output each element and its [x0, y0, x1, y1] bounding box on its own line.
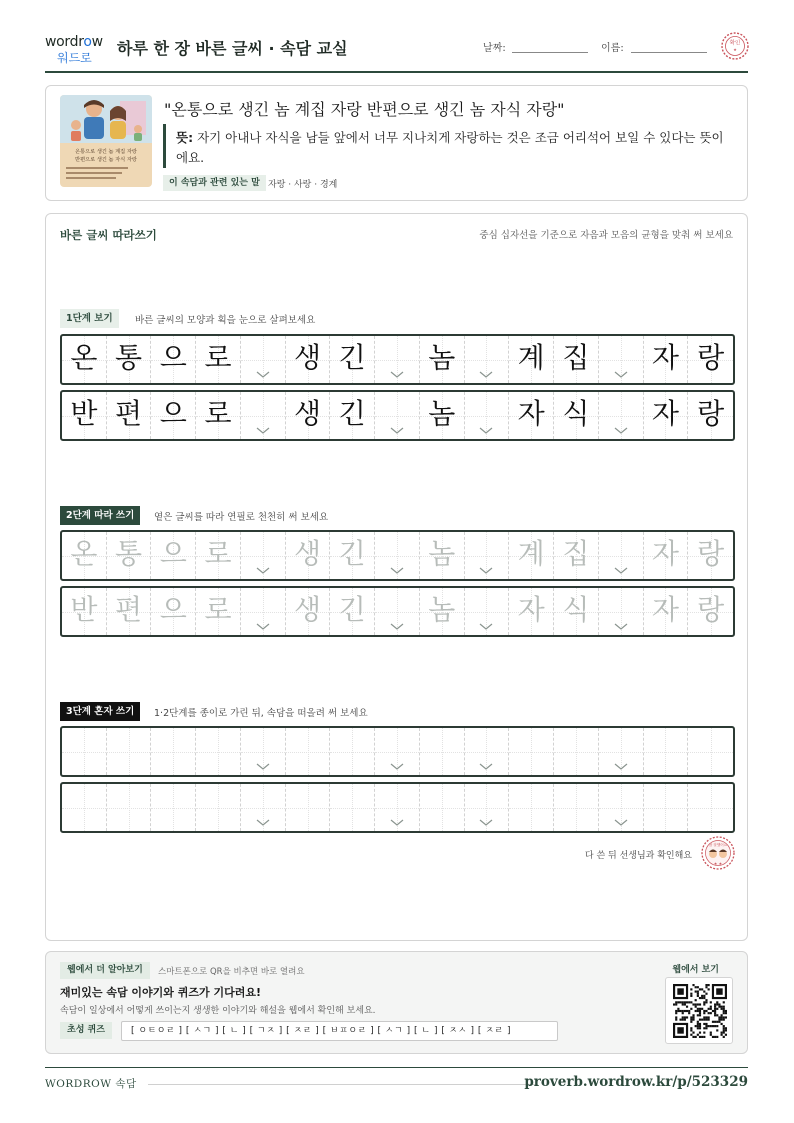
- grid-character: 식: [562, 593, 590, 626]
- qr-code-icon[interactable]: [673, 984, 727, 1038]
- good-job-stamp-icon: [701, 836, 735, 870]
- grid-character: 놈: [428, 397, 456, 430]
- grid-cell[interactable]: [509, 532, 554, 579]
- grid-cell: [375, 336, 420, 383]
- grid-cell[interactable]: [509, 728, 554, 775]
- grid-cell[interactable]: [644, 728, 689, 775]
- grid-character: 생: [293, 593, 322, 626]
- grid-cell: [151, 336, 196, 383]
- grid-character: 랑: [697, 397, 725, 430]
- grid-character: 놈: [428, 593, 456, 626]
- grid-character: 긴: [338, 593, 366, 626]
- step3-row-1[interactable]: [60, 726, 735, 777]
- grid-character: 으: [159, 537, 187, 570]
- step2-row-2[interactable]: [60, 586, 735, 637]
- step2-badge: 2단계 따라 쓰기: [60, 506, 140, 525]
- wordrow-logo[interactable]: [45, 34, 109, 64]
- svg-text:★: ★: [733, 47, 737, 52]
- grid-cell[interactable]: [196, 728, 241, 775]
- footer-divider: [45, 1067, 748, 1068]
- check-stamp-icon: [721, 32, 749, 60]
- grid-cell: [599, 392, 644, 439]
- grid-cell[interactable]: [330, 784, 375, 831]
- grid-character: 자: [517, 397, 545, 430]
- footer-brand: WORDROW 속담: [45, 1078, 137, 1090]
- web-description: 속담이 일상에서 어떻게 쓰이는지 생생한 이야기와 해설을 웹에서 확인해 보세요.: [60, 1006, 376, 1016]
- grid-cell[interactable]: [62, 588, 107, 635]
- grid-character: 온: [70, 341, 98, 374]
- grid-character: 으: [159, 341, 187, 374]
- grid-character: 로: [204, 341, 232, 374]
- grid-cell[interactable]: [644, 532, 689, 579]
- grid-cell[interactable]: [420, 784, 465, 831]
- web-headline: 재미있는 속담 이야기와 퀴즈가 기다려요!: [60, 986, 261, 999]
- space-mark-icon: [479, 427, 493, 435]
- grid-cell[interactable]: [509, 588, 554, 635]
- space-mark-icon: [390, 427, 404, 435]
- footer-rule: [148, 1084, 538, 1085]
- grid-cell: [330, 392, 375, 439]
- grid-cell: [375, 392, 420, 439]
- grid-cell: [599, 336, 644, 383]
- space-mark-icon: [256, 371, 270, 379]
- grid-cell[interactable]: [554, 588, 599, 635]
- grid-character: 자: [651, 397, 679, 430]
- grid-character: 긴: [338, 341, 366, 374]
- grid-cell[interactable]: [465, 532, 510, 579]
- grid-cell[interactable]: [465, 728, 510, 775]
- grid-character: 식: [562, 397, 590, 430]
- grid-cell: [241, 392, 286, 439]
- meaning-text: [176, 128, 731, 168]
- related-label: 이 속담과 관련 있는 말: [163, 175, 266, 191]
- grid-cell: [509, 336, 554, 383]
- step1-row-1: [60, 334, 735, 385]
- space-mark-icon: [614, 819, 628, 827]
- grid-character: 생: [293, 397, 322, 430]
- grid-cell: [62, 392, 107, 439]
- name-label: 이름:: [601, 43, 624, 54]
- step2-row-1[interactable]: [60, 530, 735, 581]
- grid-cell: [196, 392, 241, 439]
- grid-cell[interactable]: [599, 728, 644, 775]
- grid-cell: [286, 392, 331, 439]
- grid-cell[interactable]: [420, 728, 465, 775]
- date-label: 날짜:: [483, 43, 506, 54]
- grid-character: 랑: [697, 341, 725, 374]
- name-field[interactable]: [631, 52, 707, 53]
- grid-cell[interactable]: [151, 532, 196, 579]
- grid-character: 자: [651, 593, 679, 626]
- grid-cell[interactable]: [420, 588, 465, 635]
- grid-cell: [420, 392, 465, 439]
- grid-cell: [644, 336, 689, 383]
- step2-desc: 옅은 글씨를 따라 연필로 천천히 써 보세요: [154, 512, 329, 523]
- grid-cell: [688, 392, 733, 439]
- grid-character: 랑: [697, 593, 725, 626]
- date-field[interactable]: [512, 52, 588, 53]
- check-stamp-text: 확인: [729, 40, 741, 47]
- web-hint: 스마트폰으로 QR을 비추면 바로 열려요: [158, 967, 305, 977]
- step3-badge: 3단계 혼자 쓰기: [60, 702, 140, 721]
- space-mark-icon: [614, 371, 628, 379]
- grid-character: 으: [159, 593, 187, 626]
- grid-character: 자: [651, 341, 679, 374]
- page-header: [45, 28, 748, 73]
- grid-cell[interactable]: [330, 588, 375, 635]
- good-job-stamp-text: 참 잘했어요: [708, 843, 728, 847]
- grid-cell[interactable]: [62, 784, 107, 831]
- space-mark-icon: [479, 819, 493, 827]
- step3-row-2[interactable]: [60, 782, 735, 833]
- grid-character: 온: [70, 537, 98, 570]
- grid-cell: [107, 336, 152, 383]
- step1-desc: 바른 글씨의 모양과 획을 눈으로 살펴보세요: [135, 315, 316, 326]
- space-mark-icon: [390, 763, 404, 771]
- grid-cell[interactable]: [599, 532, 644, 579]
- proverb-text: "온통으로 생긴 놈 계집 자랑 반편으로 생긴 놈 자식 자랑": [164, 100, 565, 119]
- thumb-line-2: 반편으로 생긴 놈 자식 자랑: [75, 157, 137, 163]
- proverb-card: [45, 85, 748, 201]
- grid-cell[interactable]: [151, 784, 196, 831]
- space-mark-icon: [479, 371, 493, 379]
- quiz-label: 초성 퀴즈: [60, 1022, 112, 1039]
- grid-cell: [688, 336, 733, 383]
- grid-character: 계: [517, 537, 545, 570]
- page-title: 하루 한 장 바른 글씨 · 속담 교실: [117, 39, 348, 58]
- grid-character: 통: [115, 537, 143, 570]
- grid-cell[interactable]: [420, 532, 465, 579]
- grid-cell[interactable]: [151, 588, 196, 635]
- grid-cell[interactable]: [107, 532, 152, 579]
- grid-cell[interactable]: [241, 784, 286, 831]
- space-mark-icon: [479, 623, 493, 631]
- grid-cell[interactable]: [286, 728, 331, 775]
- space-mark-icon: [390, 567, 404, 575]
- grid-cell[interactable]: [241, 588, 286, 635]
- logo-word: wordrow: [45, 34, 103, 50]
- grid-cell[interactable]: [151, 728, 196, 775]
- grid-cell: [196, 336, 241, 383]
- grid-cell[interactable]: [554, 532, 599, 579]
- space-mark-icon: [256, 427, 270, 435]
- grid-character: 통: [115, 341, 143, 374]
- space-mark-icon: [390, 623, 404, 631]
- grid-cell[interactable]: [375, 588, 420, 635]
- footer-url[interactable]: proverb.wordrow.kr/p/523329: [524, 1074, 748, 1090]
- grid-cell: [465, 392, 510, 439]
- space-mark-icon: [390, 819, 404, 827]
- proverb-illustration: [60, 95, 152, 187]
- step1-row-2: [60, 390, 735, 441]
- space-mark-icon: [256, 567, 270, 575]
- space-mark-icon: [256, 623, 270, 631]
- grid-cell[interactable]: [107, 588, 152, 635]
- grid-cell: [151, 392, 196, 439]
- grid-character: 로: [204, 593, 232, 626]
- svg-text:★ ★: ★ ★: [713, 861, 723, 866]
- space-mark-icon: [614, 427, 628, 435]
- grid-cell[interactable]: [286, 588, 331, 635]
- grid-cell[interactable]: [196, 532, 241, 579]
- practice-panel: [45, 213, 748, 941]
- grid-cell: [286, 336, 331, 383]
- thumb-line-1: 온통으로 생긴 놈 계집 자랑: [75, 149, 137, 155]
- grid-character: 긴: [338, 397, 366, 430]
- grid-character: 으: [159, 397, 187, 430]
- grid-cell[interactable]: [688, 784, 733, 831]
- logo-sub: 워드로: [57, 51, 92, 65]
- grid-cell[interactable]: [62, 532, 107, 579]
- grid-character: 반: [70, 397, 98, 430]
- grid-character: 자: [651, 537, 679, 570]
- practice-title: 바른 글씨 따라쓰기: [60, 228, 157, 242]
- grid-cell[interactable]: [554, 728, 599, 775]
- grid-character: 반: [70, 593, 98, 626]
- grid-cell[interactable]: [286, 784, 331, 831]
- grid-character: 편: [115, 397, 143, 430]
- space-mark-icon: [390, 371, 404, 379]
- grid-cell[interactable]: [375, 728, 420, 775]
- grid-character: 로: [204, 397, 232, 430]
- space-mark-icon: [614, 567, 628, 575]
- grid-cell[interactable]: [241, 728, 286, 775]
- space-mark-icon: [256, 819, 270, 827]
- meaning-accent-bar: [163, 124, 166, 168]
- step1-badge: 1단계 보기: [60, 309, 119, 328]
- grid-cell[interactable]: [286, 532, 331, 579]
- grid-cell[interactable]: [196, 588, 241, 635]
- grid-cell[interactable]: [688, 728, 733, 775]
- practice-note: 중심 십자선을 기준으로 자음과 모음의 균형을 맞춰 써 보세요: [479, 230, 733, 241]
- grid-cell[interactable]: [375, 784, 420, 831]
- grid-cell[interactable]: [62, 728, 107, 775]
- grid-cell: [644, 392, 689, 439]
- grid-cell[interactable]: [107, 784, 152, 831]
- grid-cell[interactable]: [465, 588, 510, 635]
- qr-frame[interactable]: [665, 977, 733, 1044]
- grid-cell[interactable]: [375, 532, 420, 579]
- grid-cell[interactable]: [599, 784, 644, 831]
- grid-cell: [554, 336, 599, 383]
- grid-cell: [330, 336, 375, 383]
- grid-cell[interactable]: [196, 784, 241, 831]
- grid-cell[interactable]: [509, 784, 554, 831]
- grid-cell[interactable]: [465, 784, 510, 831]
- grid-character: 자: [517, 593, 545, 626]
- grid-cell[interactable]: [688, 588, 733, 635]
- grid-character: 긴: [338, 537, 366, 570]
- related-words: 자랑 · 사랑 · 경계: [268, 180, 338, 190]
- grid-cell: [554, 392, 599, 439]
- space-mark-icon: [479, 763, 493, 771]
- grid-character: 랑: [697, 537, 725, 570]
- logo-accent-letter: o: [83, 34, 92, 50]
- grid-character: 집: [562, 537, 590, 570]
- grid-character: 생: [293, 537, 322, 570]
- meaning-label: 뜻:: [176, 130, 194, 145]
- grid-cell: [509, 392, 554, 439]
- grid-cell: [465, 336, 510, 383]
- grid-cell[interactable]: [330, 532, 375, 579]
- meaning-body: 자기 아내나 자식을 남들 앞에서 너무 지나치게 자랑하는 것은 조금 어리석어 보일 수 있다는 뜻이에요.: [176, 130, 724, 165]
- space-mark-icon: [256, 763, 270, 771]
- grid-cell[interactable]: [688, 532, 733, 579]
- quiz-answer-box[interactable]: [ ㅇㅌㅇㄹ ] [ ㅅㄱ ] [ ㄴ ] [ ㄱㅈ ] [ ㅈㄹ ] [ ㅂㅍㅇㄹ ] [ ㅅㄱ ] [ ㄴ ] [ ㅈㅅ ] [ ㅈㄹ ]: [121, 1021, 558, 1041]
- grid-character: 놈: [428, 341, 456, 374]
- grid-character: 로: [204, 537, 232, 570]
- qr-label: 웹에서 보기: [672, 965, 719, 975]
- grid-cell[interactable]: [644, 588, 689, 635]
- web-tag: 웹에서 더 알아보기: [60, 962, 150, 979]
- grid-character: 놈: [428, 537, 456, 570]
- grid-cell[interactable]: [644, 784, 689, 831]
- space-mark-icon: [614, 623, 628, 631]
- grid-cell[interactable]: [554, 784, 599, 831]
- grid-cell[interactable]: [599, 588, 644, 635]
- grid-cell[interactable]: [241, 532, 286, 579]
- grid-cell: [241, 336, 286, 383]
- space-mark-icon: [614, 763, 628, 771]
- step3-desc: 1·2단계를 종이로 가린 뒤, 속담을 떠올려 써 보세요: [154, 708, 368, 719]
- grid-cell[interactable]: [330, 728, 375, 775]
- grid-character: 생: [293, 341, 322, 374]
- grid-cell: [420, 336, 465, 383]
- grid-character: 편: [115, 593, 143, 626]
- space-mark-icon: [479, 567, 493, 575]
- grid-cell: [107, 392, 152, 439]
- grid-character: 계: [517, 341, 545, 374]
- grid-cell: [62, 336, 107, 383]
- grid-cell[interactable]: [107, 728, 152, 775]
- confirm-text: 다 쓴 뒤 선생님과 확인해요: [584, 851, 692, 861]
- web-info-box: [45, 951, 748, 1054]
- grid-character: 집: [562, 341, 590, 374]
